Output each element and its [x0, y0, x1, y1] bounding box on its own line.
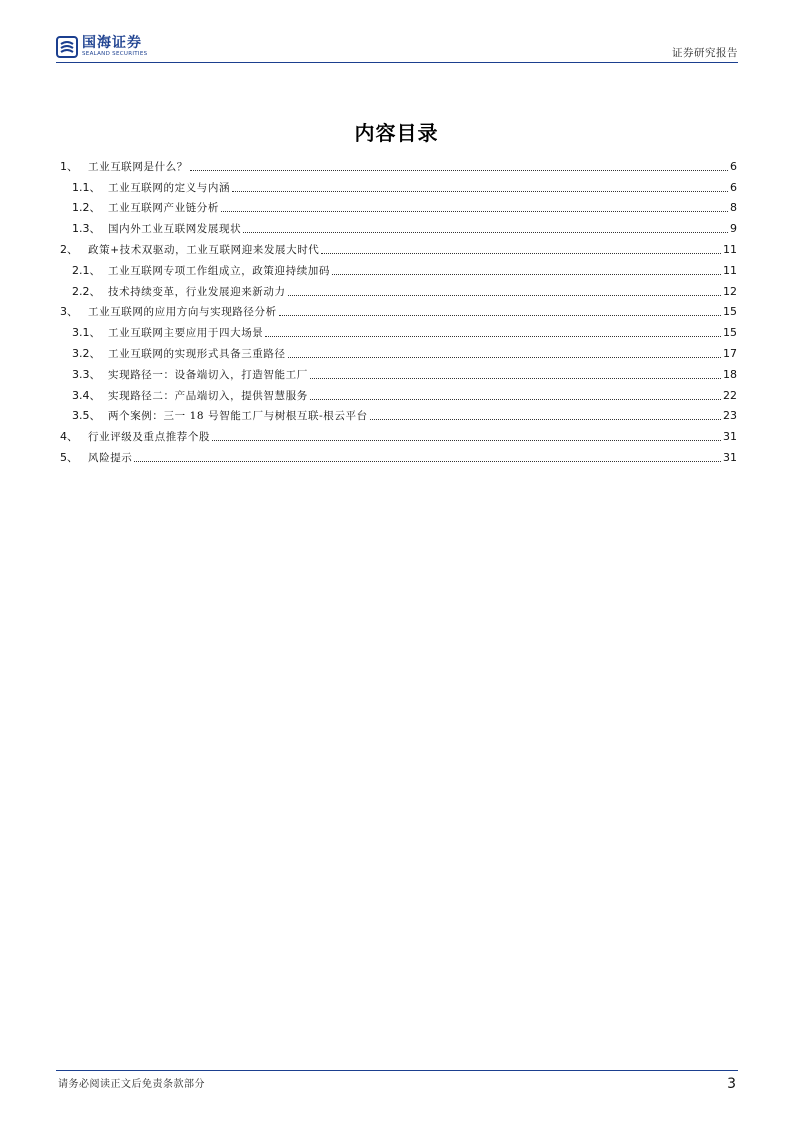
- toc-dot-leader: [232, 190, 728, 192]
- toc-entry-number: 3.4、: [72, 388, 101, 402]
- toc-entry-number: 3、: [60, 305, 78, 319]
- toc-entry-number: 2.1、: [72, 263, 101, 277]
- toc-dot-leader: [288, 356, 721, 358]
- toc-entry-number: 1.1、: [72, 180, 101, 194]
- toc-entry-number: 1、: [60, 159, 78, 173]
- toc-entry[interactable]: [60, 444, 737, 465]
- toc-entry-page: 31: [723, 430, 737, 444]
- footer-divider: [56, 1070, 738, 1071]
- toc-entry-number: 4、: [60, 430, 78, 444]
- toc-entry-title: 政策+技术双驱动，工业互联网迎来发展大时代: [88, 243, 320, 256]
- toc-dot-leader: [243, 231, 728, 233]
- toc-entry-title: 风险提示: [88, 451, 133, 464]
- toc-entry-number: 3.2、: [72, 346, 101, 360]
- header-divider: [56, 62, 738, 63]
- toc-entry[interactable]: [60, 236, 737, 257]
- toc-entry[interactable]: [60, 257, 737, 278]
- toc-entry[interactable]: [60, 195, 737, 216]
- toc-entry-page: 11: [723, 263, 737, 277]
- logo-chinese-name: 国海证券: [82, 35, 142, 51]
- toc-dot-leader: [221, 210, 728, 212]
- page-number: 3: [727, 1076, 736, 1092]
- toc-entry-title: 工业互联网的实现形式具备三重路径: [108, 347, 286, 360]
- toc-entry-page: 8: [730, 201, 737, 215]
- toc-dot-leader: [265, 335, 721, 337]
- toc-entry-page: 22: [723, 388, 737, 402]
- toc-entry[interactable]: [60, 340, 737, 361]
- toc-entry[interactable]: [60, 403, 737, 424]
- toc-entry-number: 5、: [60, 450, 78, 464]
- toc-entry-number: 1.2、: [72, 201, 101, 215]
- toc-entry-title: 工业互联网产业链分析: [108, 202, 219, 215]
- toc-entry-title: 技术持续变革，行业发展迎来新动力: [108, 285, 286, 298]
- toc-dot-leader: [332, 273, 721, 275]
- toc-entry-title: 工业互联网的应用方向与实现路径分析: [88, 306, 277, 319]
- report-type-label: 证券研究报告: [672, 47, 738, 59]
- logo-english-name: SEALAND SECURITIES: [82, 51, 148, 57]
- toc-entry-number: 2、: [60, 242, 78, 256]
- toc-entry-number: 3.3、: [72, 367, 101, 381]
- toc-entry-page: 6: [730, 180, 737, 194]
- toc-entry[interactable]: [60, 319, 737, 340]
- footer-disclaimer: 请务必阅读正文后免责条款部分: [58, 1079, 205, 1090]
- toc-entry-title: 工业互联网是什么？: [88, 160, 188, 173]
- page-title: 内容目录: [354, 121, 439, 145]
- toc-entry[interactable]: [60, 278, 737, 299]
- toc-entry[interactable]: [60, 361, 737, 382]
- toc-entry[interactable]: [60, 153, 737, 174]
- toc-dot-leader: [310, 398, 721, 400]
- toc-dot-leader: [288, 294, 721, 296]
- toc-entry-title: 两个案例：三一 18 号智能工厂与树根互联-根云平台: [108, 410, 368, 423]
- toc-entry-page: 15: [723, 326, 737, 340]
- toc-entry[interactable]: [60, 423, 737, 444]
- toc-dot-leader: [310, 377, 721, 379]
- page-header: [56, 34, 738, 62]
- toc-entry-page: 15: [723, 305, 737, 319]
- toc-entry-title: 国内外工业互联网发展现状: [108, 223, 242, 236]
- toc-entry-page: 9: [730, 222, 737, 236]
- toc-entry-number: 3.1、: [72, 326, 101, 340]
- toc-entry-title: 工业互联网主要应用于四大场景: [108, 327, 264, 340]
- toc-entry-number: 3.5、: [72, 409, 101, 423]
- toc-entry[interactable]: [60, 215, 737, 236]
- toc-dot-leader: [190, 169, 728, 171]
- toc-dot-leader: [370, 418, 721, 420]
- toc-entry[interactable]: [60, 174, 737, 195]
- toc-entry-title: 行业评级及重点推荐个股: [88, 431, 211, 444]
- toc-entry[interactable]: [60, 382, 737, 403]
- toc-entry-number: 1.3、: [72, 222, 101, 236]
- toc-entry[interactable]: [60, 299, 737, 320]
- toc-entry-title: 实现路径二：产品端切入，提供智慧服务: [108, 389, 308, 402]
- toc-dot-leader: [279, 314, 721, 316]
- toc-dot-leader: [134, 460, 721, 462]
- toc-dot-leader: [212, 439, 721, 441]
- toc-entry-page: 6: [730, 159, 737, 173]
- sealand-logo-icon: [56, 36, 78, 58]
- toc-entry-title: 实现路径一：设备端切入，打造智能工厂: [108, 368, 308, 381]
- company-logo: [56, 36, 147, 58]
- toc-entry-page: 11: [723, 242, 737, 256]
- toc-entry-page: 18: [723, 367, 737, 381]
- toc-entry-number: 2.2、: [72, 284, 101, 298]
- toc-entry-page: 12: [723, 284, 737, 298]
- toc-entry-title: 工业互联网的定义与内涵: [108, 181, 231, 194]
- toc-entry-page: 31: [723, 450, 737, 464]
- toc-entry-title: 工业互联网专项工作组成立，政策迎持续加码: [108, 264, 330, 277]
- toc-dot-leader: [321, 252, 721, 254]
- toc-entry-page: 17: [723, 346, 737, 360]
- toc-entry-page: 23: [723, 409, 737, 423]
- table-of-contents: [60, 153, 737, 465]
